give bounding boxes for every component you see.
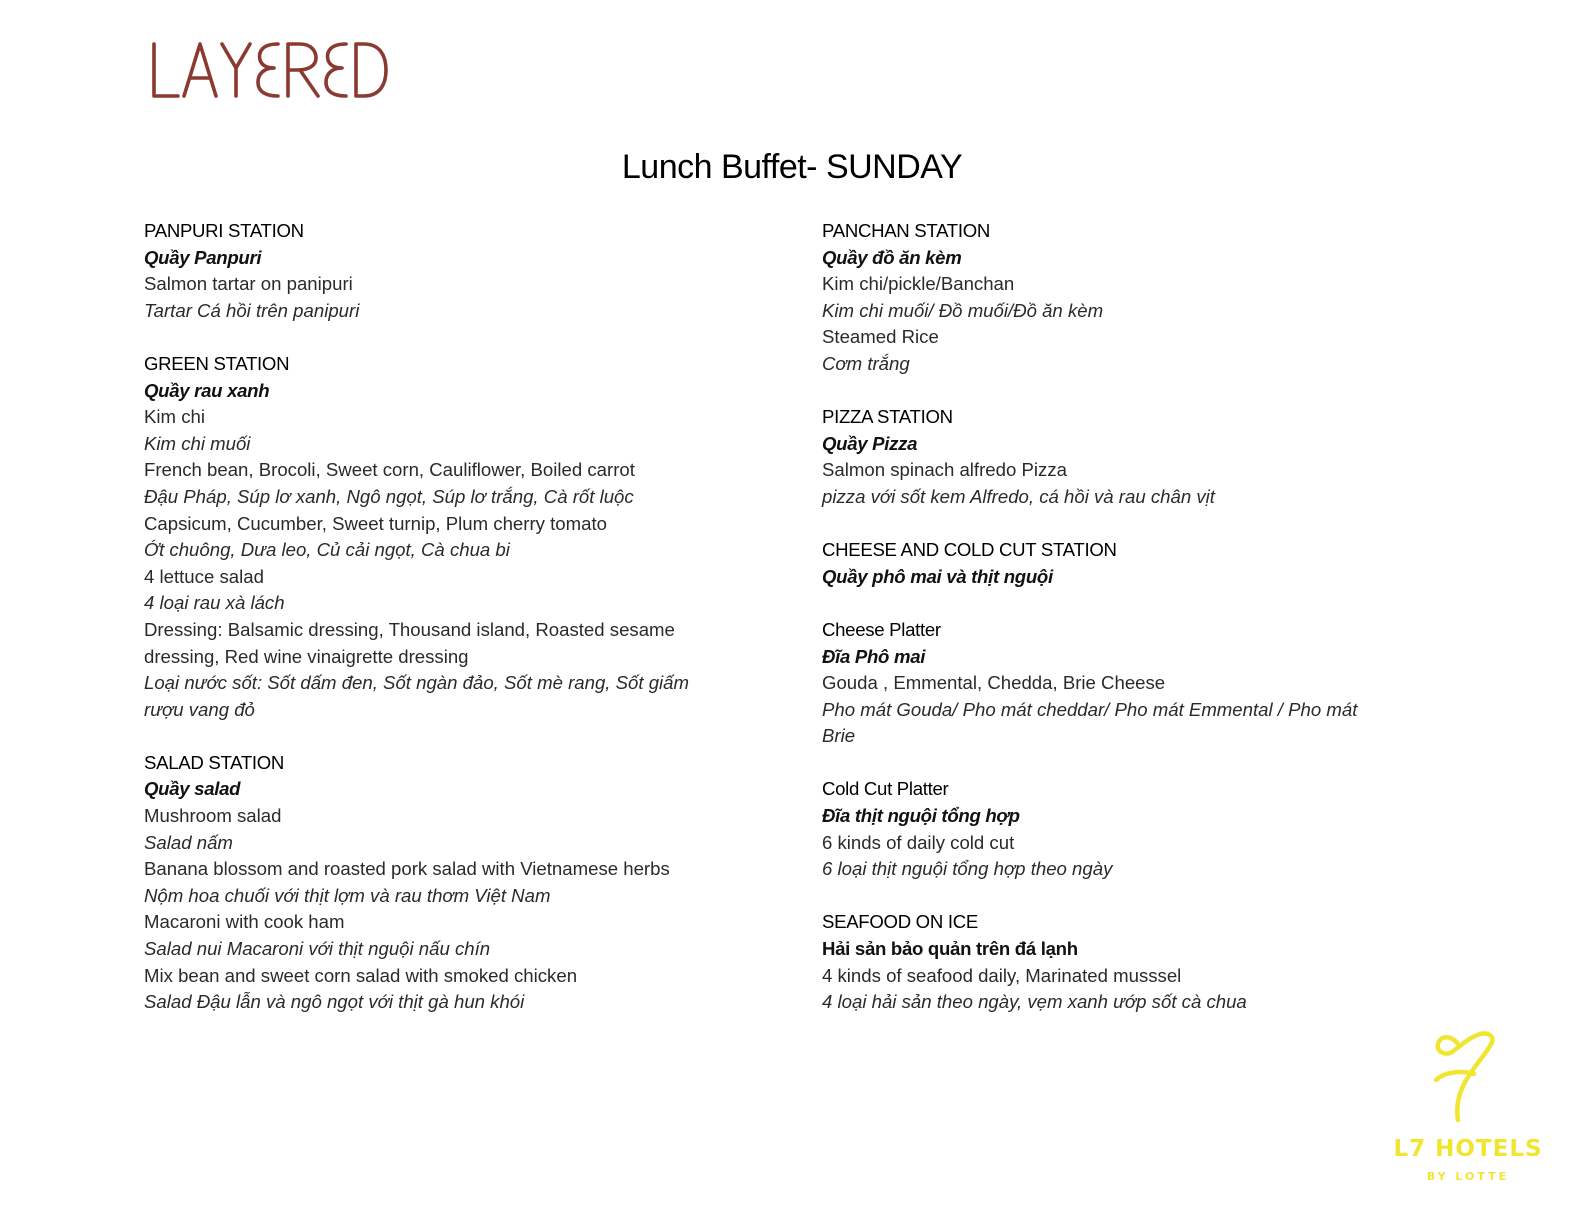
left-column — [144, 218, 744, 1042]
menu-item-english: Salmon tartar on panipuri — [144, 273, 353, 295]
right-column — [822, 218, 1442, 1042]
menu-section — [822, 537, 1442, 590]
menu-item-english: Capsicum, Cucumber, Sweet turnip, Plum cherry tomato — [144, 512, 607, 534]
menu-item-vietnamese: rượu vang đỏ — [144, 698, 255, 720]
section-heading: PIZZA STATION — [822, 406, 953, 428]
menu-item-english: dressing, Red wine vinaigrette dressing — [144, 645, 469, 667]
section-subheading: Hải sản bảo quản trên đá lạnh — [822, 938, 1078, 960]
menu-item-vietnamese: Pho mát Gouda/ Pho mát cheddar/ Pho mát Emmental / Pho mát — [822, 698, 1358, 720]
section-heading: SALAD STATION — [144, 751, 285, 773]
l7-script-mark-icon — [1388, 1024, 1548, 1134]
section-subheading: Quầy đồ ăn kèm — [822, 246, 962, 268]
menu-item-english: Kim chi — [144, 406, 205, 428]
menu-item-english: Steamed Rice — [822, 326, 939, 348]
l7-hotels-logo — [1388, 1024, 1548, 1194]
menu-item-vietnamese: Kim chi muối — [144, 432, 251, 454]
menu-section — [822, 909, 1442, 1015]
menu-item-english: Macaroni with cook ham — [144, 911, 345, 933]
menu-item-vietnamese: Tartar Cá hồi trên panipuri — [144, 299, 360, 321]
menu-item-english: 4 kinds of seafood daily, Marinated musssel — [822, 964, 1182, 986]
menu-item-vietnamese: Ớt chuông, Dưa leo, Củ cải ngọt, Cà chua bi — [144, 539, 510, 561]
menu-section — [822, 404, 1442, 510]
menu-item-vietnamese: Salad nui Macaroni với thịt nguội nấu chín — [144, 938, 491, 960]
section-heading: Cheese Platter — [822, 618, 941, 640]
menu-item-english: Mix bean and sweet corn salad with smoked chicken — [144, 964, 578, 986]
page-title: Lunch Buffet- SUNDAY — [621, 148, 963, 186]
layered-logo — [150, 38, 390, 102]
menu-item-vietnamese: Salad nấm — [144, 831, 233, 853]
section-subheading: Đĩa thịt nguội tổng hợp — [822, 805, 1020, 827]
menu-item-english: Mushroom salad — [144, 805, 282, 827]
menu-item-vietnamese: Nộm hoa chuối với thịt lợm và rau thơm Việt Nam — [144, 884, 551, 906]
section-subheading: Đĩa Phô mai — [822, 645, 926, 667]
section-heading: GREEN STATION — [144, 352, 290, 374]
menu-item-english: 4 lettuce salad — [144, 565, 264, 587]
hotel-name: L7 HOTELS — [1393, 1136, 1543, 1162]
menu-item-english: 6 kinds of daily cold cut — [822, 831, 1015, 853]
menu-item-vietnamese: Đậu Pháp, Súp lơ xanh, Ngô ngọt, Súp lơ trắng, Cà rốt luộc — [144, 485, 634, 507]
menu-item-vietnamese: pizza với sốt kem Alfredo, cá hồi và rau chân vịt — [822, 485, 1215, 507]
menu-item-vietnamese: Loại nước sốt: Sốt dấm đen, Sốt ngàn đảo, Sốt mè rang, Sốt giấm — [144, 672, 690, 694]
hotel-sub: BY LOTTE — [1426, 1170, 1510, 1183]
menu-section — [822, 617, 1442, 750]
section-heading: SEAFOOD ON ICE — [822, 911, 978, 933]
menu-item-vietnamese: Kim chi muối/ Đồ muối/Đồ ăn kèm — [822, 299, 1104, 321]
menu-item-english: French bean, Brocoli, Sweet corn, Cauliflower, Boiled carrot — [144, 459, 635, 481]
menu-section — [822, 776, 1442, 882]
section-heading: PANPURI STATION — [144, 220, 304, 241]
menu-item-english: Dressing: Balsamic dressing, Thousand island, Roasted sesame — [144, 618, 675, 640]
menu-item-english: Banana blossom and roasted pork salad with Vietnamese herbs — [144, 858, 670, 880]
menu-section — [822, 218, 1442, 378]
menu-item-english: Salmon spinach alfredo Pizza — [822, 459, 1067, 481]
section-subheading: Quầy Pizza — [822, 432, 918, 454]
section-heading: CHEESE AND COLD CUT STATION — [822, 539, 1117, 561]
menu-item-vietnamese: 6 loại thịt nguội tổng hợp theo ngày — [822, 858, 1113, 880]
menu-section — [144, 351, 744, 723]
menu-item-english: Kim chi/pickle/Banchan — [822, 273, 1015, 295]
section-subheading: Quầy phô mai và thịt nguội — [822, 565, 1053, 587]
section-heading: Cold Cut Platter — [822, 778, 949, 800]
menu-section — [144, 218, 744, 324]
menu-item-vietnamese: 4 loại hải sản theo ngày, vẹm xanh ướp sốt cà chua — [822, 991, 1247, 1013]
menu-section — [144, 750, 744, 1016]
menu-item-vietnamese: 4 loại rau xà lách — [144, 592, 285, 614]
menu-item-vietnamese: Brie — [822, 725, 856, 747]
section-heading: PANCHAN STATION — [822, 220, 991, 241]
section-subheading: Quầy salad — [144, 778, 241, 800]
menu-item-vietnamese: Cơm trắng — [822, 352, 910, 374]
menu-item-english: Gouda , Emmental, Chedda, Brie Cheese — [822, 672, 1166, 694]
section-subheading: Quầy rau xanh — [144, 379, 270, 401]
menu-item-vietnamese: Salad Đậu lẫn và ngô ngọt với thịt gà hun khói — [144, 991, 525, 1013]
section-subheading: Quầy Panpuri — [144, 246, 262, 268]
